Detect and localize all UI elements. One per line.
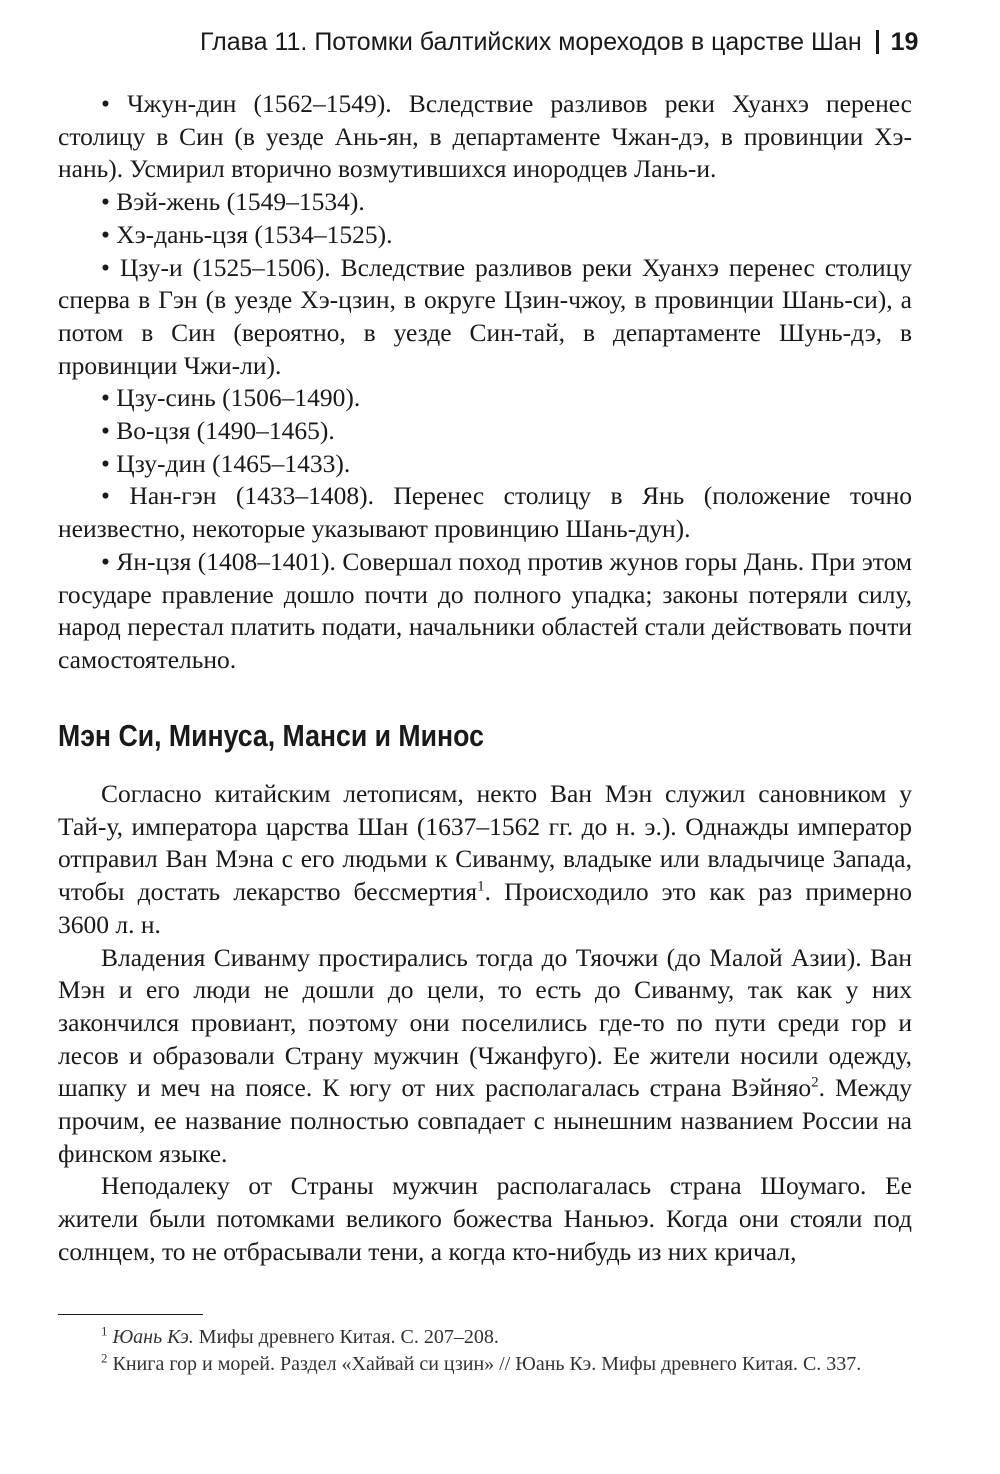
- chapter-title: Глава 11. Потомки балтийских мореходов в царстве Шан: [200, 28, 862, 56]
- list-item: • Нан-гэн (1433–1408). Перенес столицу в Янь (положение точно неизвестно, некоторые указывают провинцию Шань-дун).: [58, 481, 912, 544]
- list-item: • Чжун-дин (1562–1549). Вследствие разливов реки Хуанхэ перенес столицу в Син (в уезде Ань-ян, в департаменте Чжан-дэ, в провинции Хэ-нань). Усмирил вторично возмутившихся инородцев Лань-и.: [58, 89, 912, 184]
- reign-list: [58, 88, 912, 677]
- section-heading: Мэн Си, Минуса, Манси и Минос: [58, 718, 484, 753]
- list-item: • Ян-цзя (1408–1401). Совершал поход против жунов горы Дань. При этом государе правление дошло почти до полного упадка; законы потеряли силу, народ перестал платить подати, начальники областей стали действовать почти самостоятельно.: [58, 546, 912, 674]
- footnote-number: 1: [101, 1323, 108, 1339]
- header-separator: [876, 30, 879, 54]
- footnote-ref: 1: [477, 878, 485, 895]
- paragraph-text: Владения Сиванму простирались тогда до Тяочжи (до Малой Азии). Ван Мэн и его люди не дошли до цели, то есть до Сиванму, так как у них закончился провиант, поэтому они поселились где-то по пути среди гор и лесов и образовали Страну мужчин (Чжанфуго). Ее жители носили одежду, шапку и меч на поясе. К югу от них располагалась страна Вэйняо: [58, 942, 912, 1103]
- paragraph-text: . Между прочим, ее название полностью совпадает с нынешним названием России на финском языке.: [58, 1073, 913, 1168]
- paragraph-text: Согласно китайским летописям, некто Ван Мэн служил сановником у Тай-у, императора царства Шан (1637–1562 гг. до н. э.). Однажды император отправил Ван Мэна с его людьми к Сиванму, владыке или владычице Запада, чтобы достать лекарство бессмертия: [58, 779, 912, 907]
- list-item: • Хэ-дань-цзя (1534–1525).: [101, 219, 393, 249]
- footnote-ref: 2: [811, 1074, 819, 1091]
- list-item: • Вэй-жень (1549–1534).: [101, 187, 365, 217]
- paragraph: [58, 942, 912, 1171]
- footnote-author: Юань Кэ.: [112, 1326, 194, 1348]
- footnote: [58, 1351, 912, 1378]
- list-item: • Цзу-и (1525–1506). Вследствие разливов реки Хуанхэ перенес столицу сперва в Гэн (в уезде Хэ-цзин, в округе Цзин-чжоу, в провинции Шань-си), а потом в Син (вероятно, в уезде Син-тай, в департаменте Шунь-дэ, в провинции Чжи-ли).: [58, 252, 912, 380]
- page-number: 19: [890, 28, 919, 56]
- footnote-number: 2: [101, 1350, 108, 1366]
- running-header: [200, 26, 919, 58]
- list-item: • Цзу-синь (1506–1490).: [101, 383, 361, 413]
- footnotes: [58, 1324, 912, 1378]
- footnote-text: Мифы древнего Китая. С. 207–208.: [193, 1326, 499, 1348]
- list-item: • Цзу-дин (1465–1433).: [101, 448, 351, 478]
- list-item: • Во-цзя (1490–1465).: [101, 416, 335, 446]
- footnote-divider: [58, 1314, 203, 1315]
- footnote-text: Книга гор и морей. Раздел «Хайвай си цзин» // Юань Кэ. Мифы древнего Китая. С. 337.: [107, 1353, 862, 1375]
- footnote: [58, 1324, 912, 1351]
- paragraph: Неподалеку от Страны мужчин располагалась страна Шоумаго. Ее жители были потомками великого божества Наньюэ. Когда они стояли под солнцем, то не отбрасывали тени, а когда кто-нибудь из них кричал,: [58, 1171, 912, 1266]
- section-body: [58, 778, 912, 1269]
- paragraph-text: . Происходило это как раз примерно 3600 л. н.: [58, 877, 912, 939]
- paragraph: [58, 778, 912, 942]
